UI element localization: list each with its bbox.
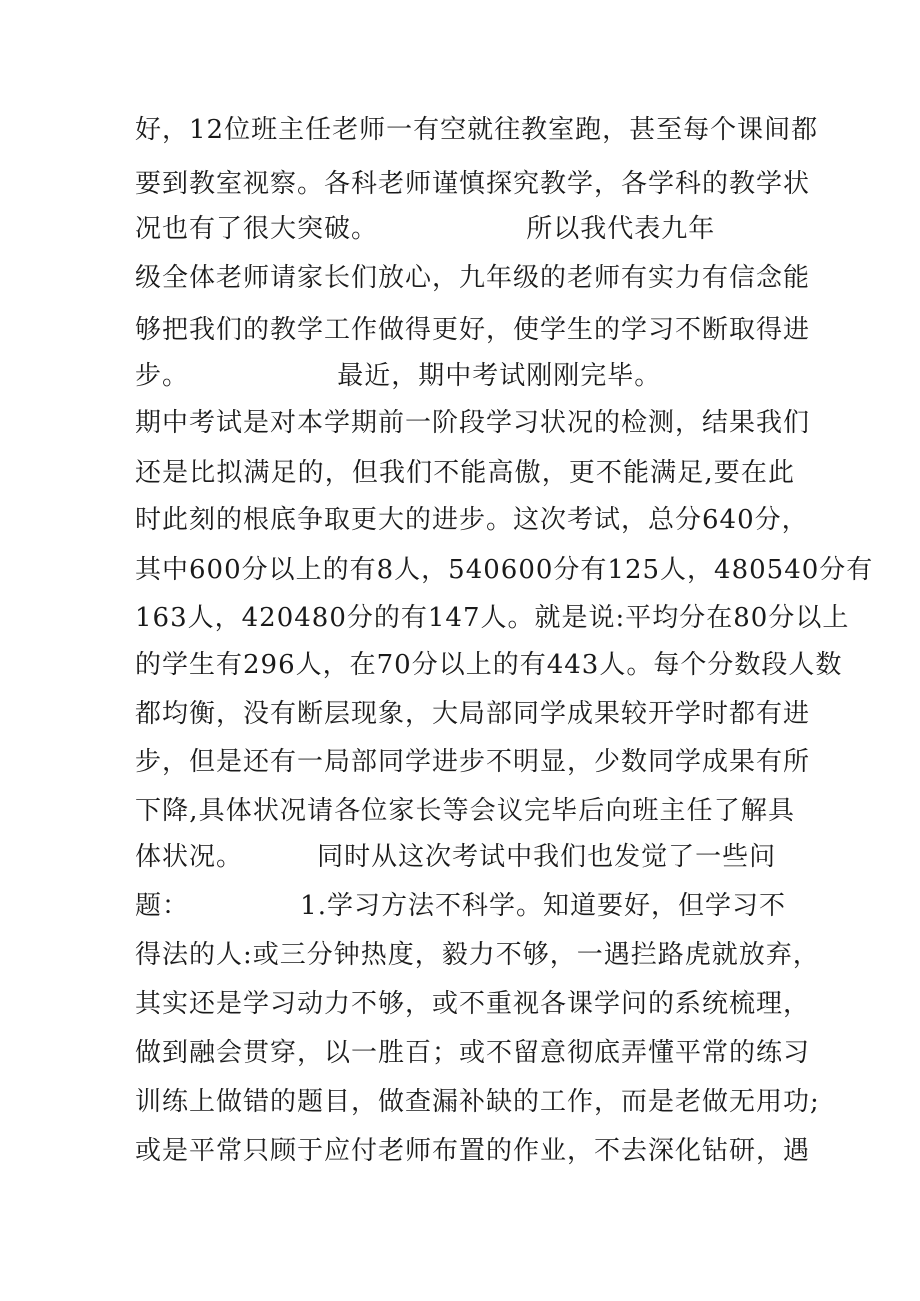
text-line-12: 的学生有296人，在70分以上的有443人。每个分数段人数	[135, 650, 843, 680]
text-line-6: 步。 最近，期中考试刚刚完毕。	[135, 361, 662, 391]
text-line-22: 或是平常只顾于应付老师布置的作业，不去深化钻研，遇	[135, 1136, 811, 1166]
text-line-3: 况也有了很大突破。 所以我代表九年	[135, 214, 716, 244]
text-line-20: 做到融会贯穿，以一胜百；或不留意彻底弄懂平常的练习	[135, 1038, 811, 1068]
text-line-2: 要到教室视察。各科老师谨慎探究教学，各学科的教学状	[135, 169, 811, 199]
text-line-5: 够把我们的教学工作做得更好，使学生的学习不断取得进	[135, 315, 811, 345]
text-line-17: 题： 1.学习方法不科学。知道要好，但学习不	[135, 891, 786, 921]
text-line-8: 还是比拟满足的，但我们不能高傲，更不能满足,要在此	[135, 458, 795, 488]
text-line-16: 体状况。 同时从这次考试中我们也发觉了一些问	[135, 842, 777, 872]
text-line-19: 其实还是学习动力不够，或不重视各课学问的系统梳理，	[135, 989, 811, 1019]
text-line-21: 训练上做错的题目，做查漏补缺的工作，而是老做无用功;	[135, 1087, 820, 1117]
text-line-9: 时此刻的根底争取更大的进步。这次考试，总分640分，	[135, 505, 809, 535]
text-line-18: 得法的人:或三分钟热度，毅力不够，一遇拦路虎就放弃，	[135, 940, 820, 970]
text-line-15: 下降,具体状况请各位家长等会议完毕后向班主任了解具	[135, 796, 795, 826]
text-line-4: 级全体老师请家长们放心，九年级的老师有实力有信念能	[135, 263, 811, 293]
text-line-13: 都均衡，没有断层现象，大局部同学成果较开学时都有进	[135, 699, 811, 729]
text-line-7: 期中考试是对本学期前一阶段学习状况的检测，结果我们	[135, 408, 811, 438]
text-line-14: 步，但是还有一局部同学进步不明显，少数同学成果有所	[135, 747, 811, 777]
text-line-11: 163人，420480分的有147人。就是说:平均分在80分以上	[135, 603, 850, 633]
text-line-10: 其中600分以上的有8人，540600分有125人，480540分有	[135, 555, 874, 585]
text-line-1: 好，12位班主任老师一有空就往教室跑，甚至每个课间都	[135, 115, 819, 145]
